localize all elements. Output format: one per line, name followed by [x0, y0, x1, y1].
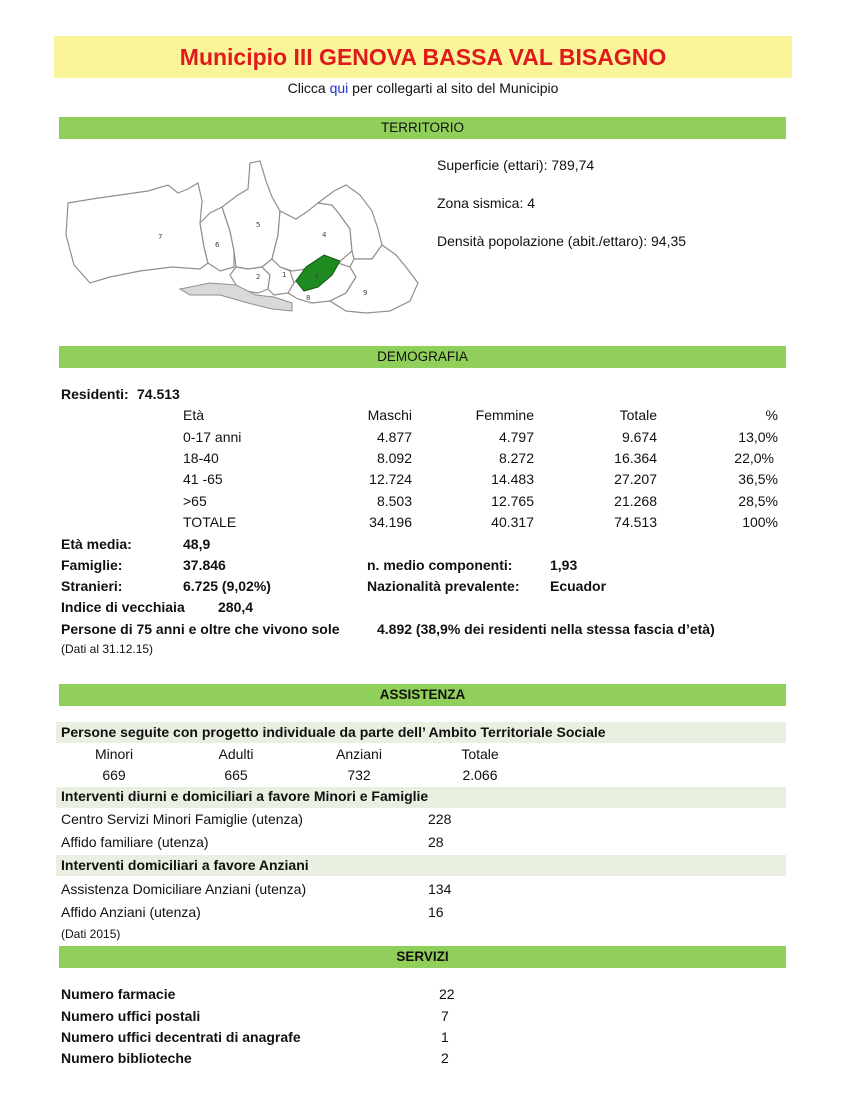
age-row-maschi: 12.724: [369, 471, 412, 487]
servizi-row-value: 2: [441, 1050, 449, 1066]
anziani-row-label: Assistenza Domiciliare Anziani (utenza): [61, 881, 307, 897]
age-row-label: 41 -65: [183, 471, 223, 487]
age-row-percent: 36,5%: [738, 471, 778, 487]
map-label-1: 1: [282, 271, 287, 279]
age-row-totale: 16.364: [614, 450, 657, 466]
minori-row-label: Affido familiare (utenza): [61, 834, 209, 850]
map-label-6: 6: [215, 241, 220, 249]
age-row-label: 0-17 anni: [183, 429, 242, 445]
header-femmine: Femmine: [475, 407, 534, 423]
stranieri-label: Stranieri:: [61, 578, 123, 594]
servizi-row-label: Numero uffici decentrati di anagrafe: [61, 1029, 301, 1045]
assistenza-heading: ASSISTENZA: [59, 684, 786, 706]
age-row-femmine: 12.765: [491, 493, 534, 509]
age-row-maschi: 8.092: [376, 450, 412, 466]
progetto-value-totale: 2.066: [462, 767, 498, 783]
age-row-femmine: 40.317: [491, 514, 534, 530]
residenti-label: Residenti:: [61, 386, 129, 402]
map-label-2: 2: [256, 273, 261, 281]
header-maschi: Maschi: [367, 407, 412, 423]
anziani-soli-value: 4.892 (38,9% dei residenti nella stessa fascia d’età): [377, 621, 715, 637]
superficie-text: Superficie (ettari): 789,74: [437, 157, 595, 173]
subtitle-prefix: Clicca: [287, 80, 330, 96]
anziani-row-value: 16: [428, 904, 444, 920]
map-label-7: 7: [158, 233, 163, 241]
anziani-row-label: Affido Anziani (utenza): [61, 904, 201, 920]
territorio-heading: TERRITORIO: [59, 117, 786, 139]
municipio-site-link[interactable]: qui: [329, 80, 349, 96]
progetto-title: Persone seguite con progetto individuale da parte dell’ Ambito Territoriale Sociale: [61, 724, 606, 740]
assistenza-note: (Dati 2015): [61, 927, 121, 941]
demografia-heading: DEMOGRAFIA: [59, 346, 786, 368]
header-totale: Totale: [619, 407, 657, 423]
progetto-value-adulti: 665: [224, 767, 248, 783]
age-row-totale: 27.207: [614, 471, 657, 487]
age-row-label: >65: [183, 493, 207, 509]
map-label-8: 8: [306, 294, 311, 302]
vecchiaia-label: Indice di vecchiaia: [61, 599, 185, 615]
header-percent: %: [765, 407, 778, 423]
map-label-9: 9: [363, 289, 368, 297]
anziani-title: Interventi domiciliari a favore Anziani: [61, 857, 309, 873]
minori-row-value: 228: [428, 811, 452, 827]
servizi-row-label: Numero uffici postali: [61, 1008, 201, 1024]
map-label-4: 4: [322, 231, 327, 239]
servizi-row-value: 7: [441, 1008, 449, 1024]
progetto-value-anziani: 732: [347, 767, 371, 783]
progetto-header-adulti: Adulti: [218, 746, 254, 762]
servizi-heading: SERVIZI: [59, 946, 786, 968]
progetto-header-anziani: Anziani: [336, 746, 382, 762]
age-row-maschi: 8.503: [376, 493, 412, 509]
age-row-totale: 74.513: [614, 514, 657, 530]
minori-row-label: Centro Servizi Minori Famiglie (utenza): [61, 811, 303, 827]
servizi-row-value: 22: [439, 986, 455, 1002]
demografia-note: (Dati al 31.12.15): [61, 642, 154, 656]
famiglie-label: Famiglie:: [61, 557, 123, 573]
servizi-row-label: Numero biblioteche: [61, 1050, 192, 1066]
age-row-maschi: 34.196: [369, 514, 412, 530]
vecchiaia-value: 280,4: [218, 599, 254, 615]
eta-media-label: Età media:: [61, 536, 132, 552]
map-label-5: 5: [256, 221, 261, 229]
servizi-row-value: 1: [441, 1029, 449, 1045]
minori-title: Interventi diurni e domiciliari a favore Minori e Famiglie: [61, 788, 429, 804]
age-row-totale: 9.674: [621, 429, 657, 445]
page-title: Municipio III GENOVA BASSA VAL BISAGNO: [179, 44, 667, 70]
age-row-percent: 13,0%: [738, 429, 778, 445]
age-row-femmine: 8.272: [498, 450, 534, 466]
progetto-value-minori: 669: [102, 767, 126, 783]
age-row-percent: 28,5%: [738, 493, 778, 509]
progetto-header-totale: Totale: [461, 746, 499, 762]
nazionalita-label: Nazionalità prevalente:: [367, 578, 520, 594]
densita-text: Densità popolazione (abit./ettaro): 94,35: [437, 233, 687, 249]
subtitle-suffix: per collegarti al sito del Municipio: [348, 80, 559, 96]
eta-media-value: 48,9: [183, 536, 211, 552]
age-row-label: TOTALE: [183, 514, 237, 530]
progetto-header-minori: Minori: [94, 746, 134, 762]
map-label-3: 3: [314, 273, 319, 281]
age-row-femmine: 14.483: [491, 471, 534, 487]
servizi-row-label: Numero farmacie: [61, 986, 176, 1002]
header-eta: Età: [183, 407, 205, 423]
stranieri-value: 6.725 (9,02%): [183, 578, 271, 594]
municipio-link-line: [54, 80, 792, 96]
age-row-percent: 100%: [742, 514, 778, 530]
age-row-totale: 21.268: [614, 493, 657, 509]
age-row-femmine: 4.797: [498, 429, 534, 445]
componenti-value: 1,93: [550, 557, 578, 573]
age-row-label: 18-40: [183, 450, 219, 466]
age-row-percent: 22,0%: [734, 450, 774, 466]
age-row-maschi: 4.877: [376, 429, 412, 445]
residenti-value: 74.513: [137, 386, 180, 402]
municipio-map: [60, 155, 425, 320]
anziani-soli-label: Persone di 75 anni e oltre che vivono sole: [61, 621, 340, 637]
minori-row-value: 28: [428, 834, 444, 850]
zona-sismica-text: Zona sismica: 4: [437, 195, 536, 211]
nazionalita-value: Ecuador: [550, 578, 607, 594]
famiglie-value: 37.846: [183, 557, 226, 573]
componenti-label: n. medio componenti:: [367, 557, 513, 573]
anziani-row-value: 134: [428, 881, 452, 897]
